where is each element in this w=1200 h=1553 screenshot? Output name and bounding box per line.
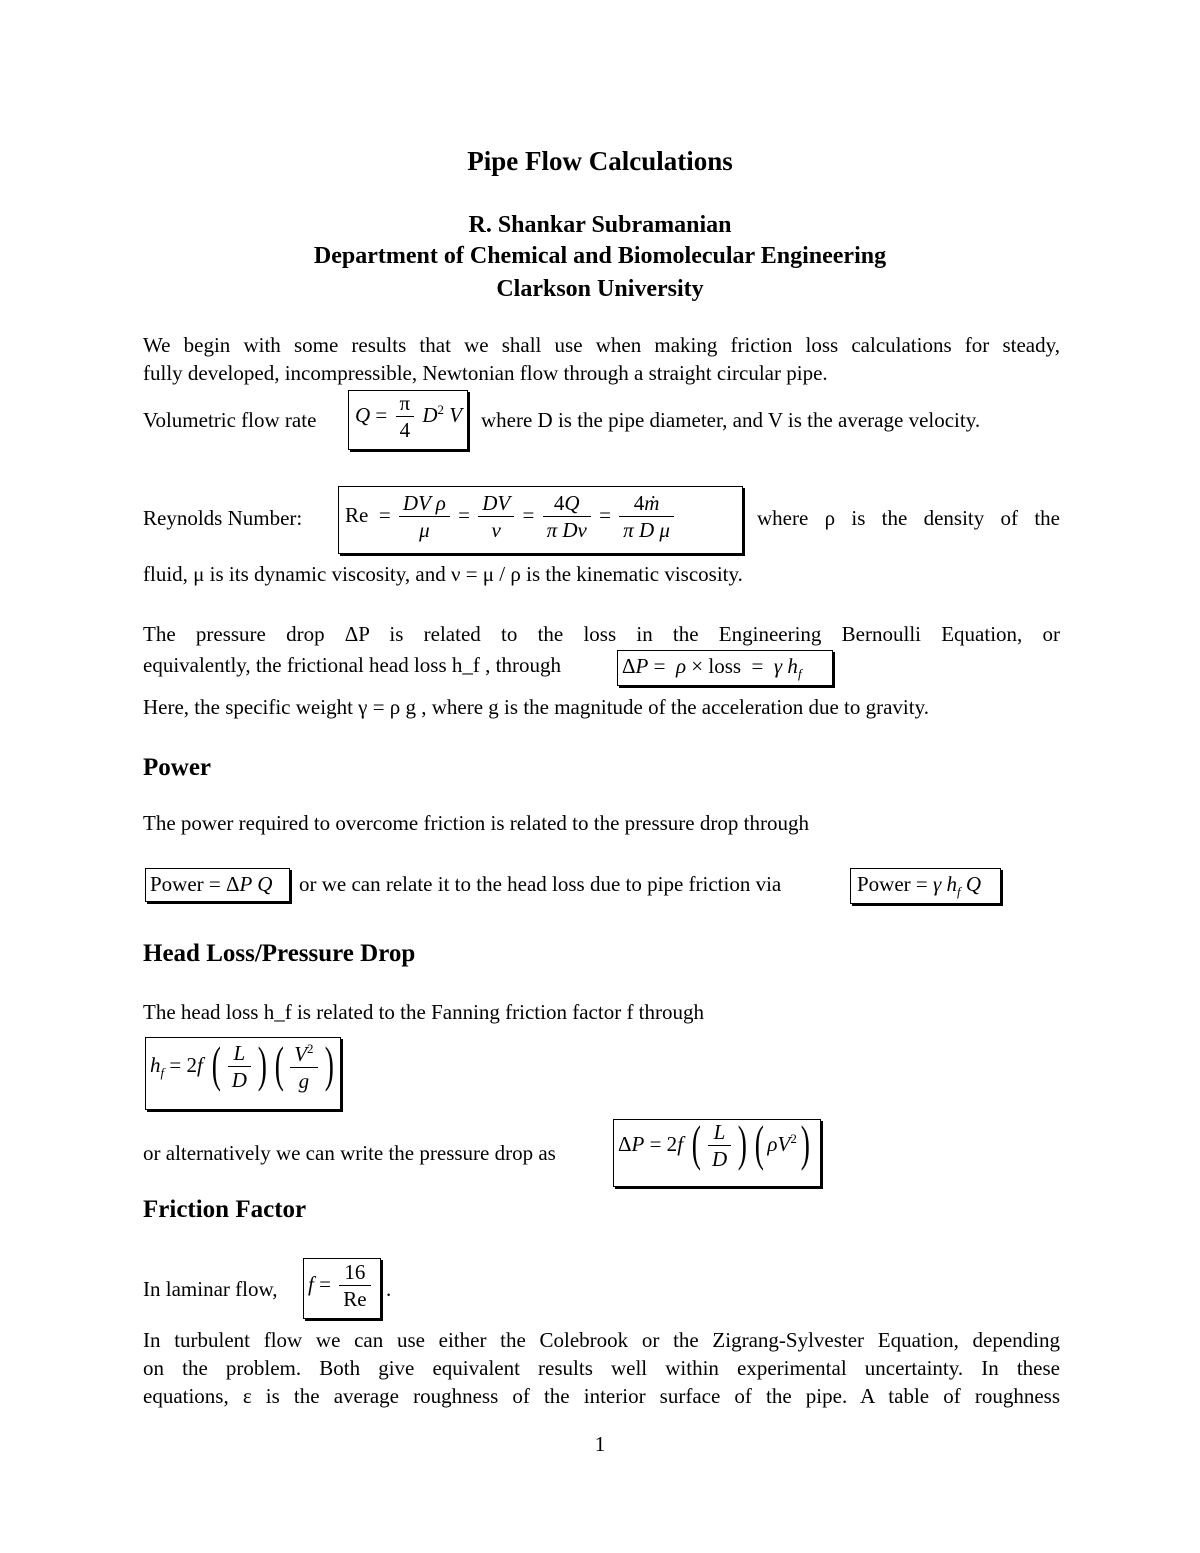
- equation-power-pressure: Power = ΔP Q: [145, 868, 290, 902]
- equation-laminar-friction: f = $\frac{16}{Re}$: [303, 1258, 381, 1319]
- equation-power-headloss: Power = γ $h_f$ Q: [850, 868, 1001, 904]
- reynolds-description: where ρ is the density of the: [757, 506, 1060, 530]
- turbulent-line-2: on the problem. Both give equivalent results well within experimental uncertainty. In these: [143, 1356, 1060, 1380]
- laminar-label: In laminar flow,: [143, 1277, 278, 1301]
- equation-head-loss: $h_f = 2f$ ( $\frac{L}{D}$ ) ( $\frac{V^2}{g}$ ): [145, 1037, 341, 1110]
- reynolds-label: Reynolds Number:: [143, 506, 303, 530]
- power-middle-text: or we can relate it to the head loss due to pipe friction via: [299, 872, 782, 896]
- pressure-line-2: equivalently, the frictional head loss h_f , through: [143, 653, 561, 677]
- headloss-heading: Head Loss/Pressure Drop: [143, 940, 416, 967]
- headloss-alt-text: or alternatively we can write the pressure drop as: [143, 1141, 556, 1165]
- doc-title: Pipe Flow Calculations: [467, 146, 733, 176]
- department-name: Department of Chemical and Biomolecular Engineering: [313, 243, 887, 269]
- equation-pressure-drop: ΔP = ρ × loss = γ $h_f$: [617, 650, 833, 686]
- equation-reynolds-number: Re = $\frac{\text{DV ρ}}{\mu}$ = $\frac{DV}{\nu}$ = $\frac{4Q}{\text{π Dν}}$ = $\frac{\text{4ṁ}}{\text{π D μ}}$: [338, 486, 743, 554]
- power-text: The power required to overcome friction is related to the pressure drop through: [143, 811, 809, 835]
- equation-pressure-drop-fanning: ΔP = 2f ( $\frac{L}{D}$ ) ( $\rho V^2$): [613, 1119, 821, 1187]
- friction-heading: Friction Factor: [143, 1196, 307, 1223]
- headloss-text: The head loss h_f is related to the Fanning friction factor f through: [143, 1000, 705, 1024]
- intro-line-1: We begin with some results that we shall use when making friction loss calculations for steady,: [143, 333, 1060, 357]
- pressure-line-1: The pressure drop ΔP is related to the loss in the Engineering Bernoulli Equation, or: [143, 622, 1060, 646]
- intro-line-2: fully developed, incompressible, Newtonian flow through a straight circular pipe.: [143, 361, 828, 385]
- university-name: Clarkson University: [496, 276, 704, 302]
- turbulent-line-1: In turbulent flow we can use either the Colebrook or the Zigrang-Sylvester Equation, depending: [143, 1328, 1060, 1352]
- author-name: R. Shankar Subramanian: [468, 212, 732, 238]
- viscosity-description: fluid, μ is its dynamic viscosity, and ν = μ / ρ is the kinematic viscosity.: [143, 562, 743, 586]
- laminar-period: .: [386, 1277, 392, 1301]
- page-number: 1: [594, 1432, 606, 1456]
- volumetric-description: where D is the pipe diameter, and V is the average velocity.: [481, 408, 981, 432]
- turbulent-line-3: equations, ε is the average roughness of the interior surface of the pipe. A table of roughness: [143, 1384, 1060, 1408]
- specific-weight-line: Here, the specific weight γ = ρ g , where g is the magnitude of the acceleration due to gravity.: [143, 695, 929, 719]
- volumetric-label: Volumetric flow rate: [143, 408, 317, 432]
- power-heading: Power: [143, 754, 212, 781]
- equation-volumetric-flow: Q = $\frac{\pi}{4}$ $D^2$ V: [348, 390, 468, 450]
